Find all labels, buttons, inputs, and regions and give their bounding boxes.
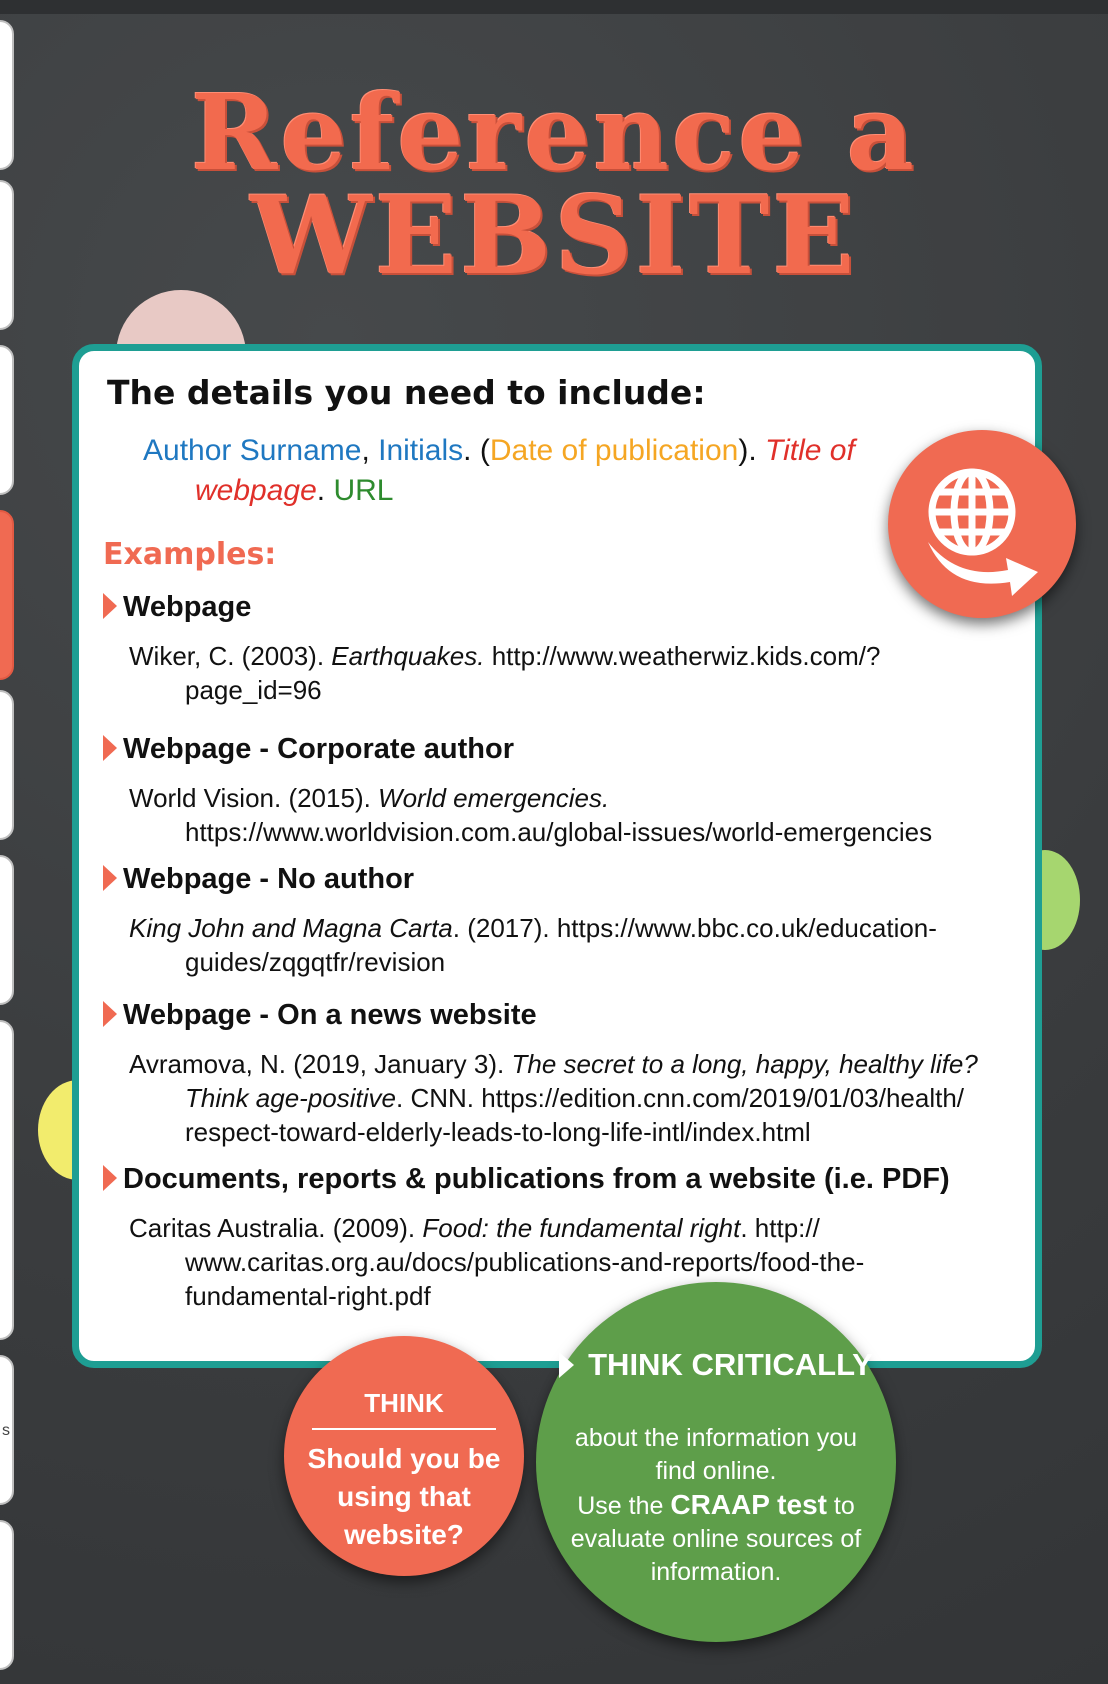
example-italic: Earthquakes. (331, 641, 485, 671)
format-dot-open: . ( (463, 434, 490, 467)
think-critically-heading (536, 1346, 896, 1383)
page-title-line2: WEBSITE (250, 173, 858, 299)
think-divider (312, 1428, 496, 1430)
example-italic: King John and Magna Carta (129, 913, 453, 943)
example-heading-text: Webpage - Corporate author (123, 733, 514, 765)
example-heading-documents (103, 1163, 950, 1196)
think-critically-body (556, 1422, 876, 1589)
example-continuation: page_id=96 (185, 675, 322, 705)
side-tab-9[interactable] (0, 1520, 14, 1670)
example-italic: Food: the fundamental right (422, 1213, 741, 1243)
format-author-surname: Author Surname (143, 434, 362, 467)
example-italic: Think age-positive (185, 1083, 396, 1113)
reference-format (143, 431, 943, 511)
card-heading: The details you need to include: (107, 373, 706, 412)
example-body-webpage (129, 639, 1029, 707)
craap-test-label: CRAAP test (670, 1489, 827, 1520)
example-text: Wiker, C. (2003). (129, 641, 332, 671)
think-critically-heading-text: THINK CRITICALLY (588, 1347, 873, 1382)
example-text: http://www.weatherwiz.kids.com/? (484, 641, 881, 671)
example-heading-webpage (103, 591, 251, 624)
example-text: Caritas Australia. (2009). (129, 1213, 423, 1243)
triangle-bullet-icon (103, 735, 117, 761)
example-heading-text: Webpage (123, 591, 252, 623)
triangle-bullet-icon (103, 1001, 117, 1027)
think-label: THINK (364, 1388, 444, 1418)
format-close-dot: ). (738, 434, 766, 467)
side-tab-5[interactable] (0, 690, 14, 840)
format-comma: , (361, 434, 379, 467)
example-heading-text: Webpage - No author (123, 863, 415, 895)
example-continuation: www.caritas.org.au/docs/publications-and-reports/food-the- (185, 1247, 865, 1277)
format-date: Date of publication (489, 434, 739, 467)
example-heading-no-author (103, 863, 414, 896)
example-continuation: respect-toward-elderly-leads-to-long-life-intl/index.html (185, 1117, 811, 1147)
example-heading-text: Documents, reports & publications from a website (i.e. PDF) (123, 1163, 950, 1195)
format-title-part1: Title of (765, 434, 855, 467)
example-text: . http:// (740, 1213, 820, 1243)
example-text: World Vision. (2015). (129, 783, 379, 813)
side-tab-3[interactable] (0, 345, 14, 495)
side-tab-letter: s (2, 1422, 10, 1439)
triangle-bullet-icon (559, 1352, 574, 1378)
example-continuation: https://www.worldvision.com.au/global-issues/world-emergencies (185, 817, 933, 847)
example-italic: World emergencies. (378, 783, 610, 813)
example-body-corporate (129, 781, 1029, 849)
examples-label: Examples: (103, 537, 277, 572)
triangle-bullet-icon (103, 593, 117, 619)
side-tab-6[interactable] (0, 855, 14, 1005)
example-heading-text: Webpage - On a news website (123, 999, 537, 1031)
think-question: Should you be using that website? (307, 1443, 501, 1550)
think-critically-line1: about the information you find online. (574, 1424, 858, 1485)
think-critically-bubble (536, 1282, 896, 1642)
example-body-news (129, 1047, 1029, 1149)
example-heading-corporate (103, 733, 514, 766)
example-continuation: fundamental-right.pdf (185, 1281, 431, 1311)
example-body-no-author (129, 911, 1029, 979)
triangle-bullet-icon (103, 1165, 117, 1191)
example-continuation: guides/zqgqtfr/revision (185, 947, 446, 977)
example-text: . CNN. https://edition.cnn.com/2019/01/03/health/ (396, 1083, 965, 1113)
think-critically-text: Use the (577, 1492, 671, 1520)
example-heading-news (103, 999, 537, 1032)
example-body-documents (129, 1211, 1029, 1313)
think-bubble (284, 1336, 524, 1576)
example-text: . (2017). https://www.bbc.co.uk/education- (452, 913, 937, 943)
triangle-bullet-icon (103, 865, 117, 891)
side-tab-4-active[interactable] (0, 510, 14, 680)
format-initials: Initials (378, 434, 464, 467)
globe-arrow-icon (888, 430, 1076, 618)
think-critically-text: to evaluate online sources of information. (570, 1492, 862, 1586)
top-bar (0, 0, 1108, 14)
format-dot-after-title: . (316, 474, 334, 507)
globe-badge (888, 430, 1076, 618)
side-tab-7[interactable] (0, 1020, 14, 1340)
format-url: URL (333, 474, 394, 507)
format-title-part2: webpage (195, 474, 317, 507)
page-title-line1: Reference a (190, 71, 918, 194)
example-italic: The secret to a long, happy, healthy life? (511, 1049, 978, 1079)
example-text: Avramova, N. (2019, January 3). (129, 1049, 512, 1079)
